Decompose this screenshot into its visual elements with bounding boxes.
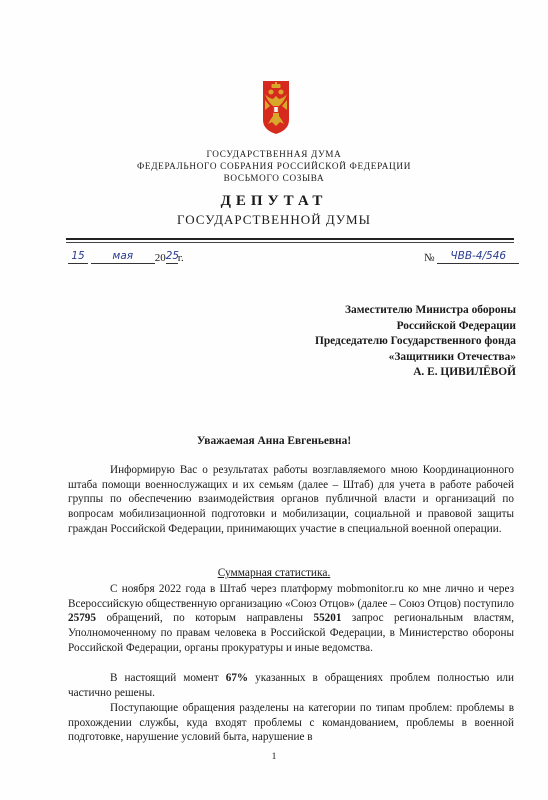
addressee-line-1: Заместителю Министра обороны (345, 304, 516, 316)
date-year-prefix: 20 (154, 252, 166, 264)
document-date (68, 250, 184, 266)
number-field (437, 250, 519, 264)
paragraph-resolved (68, 671, 514, 700)
p3-text-c: указанных в обращениях проблем полностью или частично решены. (68, 672, 514, 699)
addressee-line-3: Председателю Государственного фонда (314, 335, 516, 348)
date-day: 15 (71, 250, 85, 262)
page-number: 1 (271, 752, 277, 762)
resolved-percent: 67% (225, 672, 249, 684)
header-rule-thin (66, 242, 514, 243)
addressee-line-5: А. Е. ЦИВИЛЁВОЙ (413, 366, 516, 379)
header-line-2: ФЕДЕРАЛЬНОГО СОБРАНИЯ РОССИЙСКОЙ ФЕДЕРАЦИИ (136, 161, 412, 171)
p3-text-a: В настоящий момент (110, 672, 226, 684)
addressee-line-4: «Защитники Отечества» (388, 350, 516, 363)
paragraph-categories: Поступающие обращения разделены на категории по типам проблем: проблемы в прохождении службы, куда входят проблемы с командованием, проблемы в военной подготовке, нарушение условий быта, нарушение в (68, 702, 514, 744)
salutation: Уважаемая Анна Евгеньевна! (196, 435, 352, 447)
date-year-unit: г. (177, 252, 184, 264)
header-rule-thick (66, 238, 514, 240)
header-line-1: ГОСУДАРСТВЕННАЯ ДУМА (206, 149, 342, 159)
addressee-block (315, 303, 516, 381)
date-day-field (68, 250, 88, 264)
section-title: Суммарная статистика. (217, 567, 331, 579)
paragraph-statistics (68, 582, 514, 656)
coat-of-arms-icon (262, 80, 290, 135)
header-line-3: ВОСЬМОГО СОЗЫВА (223, 173, 325, 183)
paragraph-intro: Информирую Вас о результатах работы возглавляемого мною Координационного штаба помощи военнослужащих и их семьям (далее – Штаб) для учета в работе рабочей группы по обеспечению взаимодействия органов публичной власти и организаций по вопросам мобилизационной подготовки и мобилизации, социальной и правовой защиты граждан Российской Федерации, принимающих участие в специальной военной операции. (68, 464, 514, 535)
number-value: ЧВВ-4/546 (450, 250, 507, 262)
duma-subtitle: ГОСУДАРСТВЕННОЙ ДУМЫ (177, 212, 371, 227)
date-month-field (91, 250, 155, 264)
document-number (424, 250, 519, 264)
date-month: мая (112, 250, 134, 262)
p2-text-a: С ноября 2022 года в Штаб через платформу mobmonitor.ru ко мне лично и через Всероссийскую общественную организацию «Союз Отцов» (далее – Союз Отцов) поступило (68, 583, 514, 610)
date-year-suffix: 25 (165, 250, 180, 262)
deputat-title: ДЕПУТАТ (220, 193, 328, 209)
number-sign: № (424, 252, 435, 264)
addressee-line-2: Российской Федерации (396, 319, 516, 332)
date-year-field (166, 250, 178, 264)
p2-text-c: обращений, по которым направлены (95, 612, 314, 625)
requests-count: 55201 (313, 612, 342, 625)
appeals-count: 25795 (68, 612, 96, 625)
p2-text-e: запрос региональным властям, Уполномоченному по правам человека в Российской Федерации, в Министерство обороны Российской Федерации, органы прокуратуры и иные ведомства. (68, 612, 514, 654)
